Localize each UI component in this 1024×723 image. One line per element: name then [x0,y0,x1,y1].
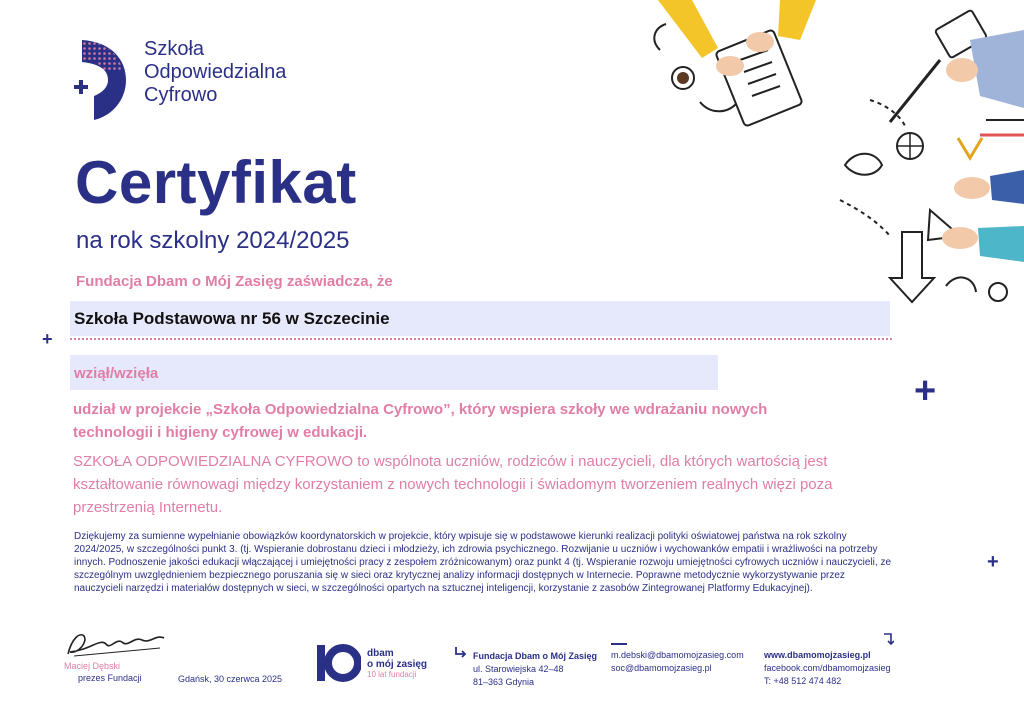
address-block [473,650,597,689]
logo-line-2: Odpowiedzialna [144,61,287,83]
place-date: Gdańsk, 30 czerwca 2025 [178,674,283,684]
role-field [70,355,718,390]
email-secondary[interactable]: soc@dbamomojzasieg.pl [611,663,712,673]
school-name: Szkoła Podstawowa nr 56 w Szczecinie [74,309,390,328]
plus-icon: + [42,329,53,349]
street: ul. Starowiejska 42–48 [473,664,564,674]
foundation-attests: Fundacja Dbam o Mój Zasięg zaświadcza, że [76,273,393,290]
plus-icon: + [987,551,999,573]
school-year-subtitle: na rok szkolny 2024/2025 [76,227,350,254]
brand-subtitle: 10 lat fundacji [367,670,417,679]
plus-icon: + [914,370,937,412]
role-text: wziął/wzięła [74,365,159,382]
foundation-logo-text [367,648,427,670]
brand-line-1: dbam [367,648,394,659]
signer-name: Maciej Dębski [64,661,121,671]
foundation-logo-mark [315,643,361,683]
program-logo-mark [72,36,128,122]
signer-role: prezes Fundacji [78,673,142,683]
program-description: SZKOŁA ODPOWIEDZIALNA CYFROWO to wspólnota uczniów, rodziców i nauczycieli, dla których wartością jest kształtowanie równowagi między korzystaniem z nowych technologii i świadomym tworzeniem realnych więzi poza przestrzenią Internetu. [73,453,833,516]
logo-line-3: Cyfrowo [144,84,218,106]
dotted-divider [70,338,892,340]
dash-decoration [611,643,627,645]
facebook-link[interactable]: facebook.com/dbamomojzasieg [764,663,891,673]
thanks-paragraph: Dziękujemy za sumienne wypełnianie obowiązków koordynatorskich w projekcie, który wpisuje się w podstawowe kierunki realizacji polityki oświatowej państwa na rok szkolny 2024/2025, w szczególności punkt 3. (tj. Wspieranie dobrostanu dzieci i młodzieży, ich zdrowia psychicznego. Rozwijanie u uczniów i wychowanków empatii i wrażliwości na potrzeby innych. Podnoszenie jakości edukacji włączającej i umiejętności pracy z zespołem zróżnicowanym) oraz punkt 4 (tj. Wspieranie rozwoju umiejętności cyfrowych uczniów i nauczycieli, ze szczególnym uwzględnieniem bezpiecznego poruszania się w sieci oraz krytycznej analizy informacji dostępnych w Internecie. Poprawne metodycznie wykorzystywanie przez nauczycieli narzędzi i materiałów dostępnych w sieci, w szczególności opartych na sztucznej inteligencji, korzystanie z zasobów Zintegrowanej Platformy Edukacyjnej). [74,531,892,594]
corner-arrow-icon [454,646,468,658]
program-logo [72,36,322,122]
school-name-field [70,301,890,336]
signature-icon [60,628,170,662]
hands-doodle-illustration [640,0,1024,330]
phone-number: T: +48 512 474 482 [764,676,842,686]
program-logo-text [144,38,286,107]
web-block [764,649,891,688]
website-link[interactable]: www.dbamomojzasieg.pl [764,650,871,660]
city: 81–363 Gdynia [473,677,535,687]
corner-arrow-icon [882,632,894,646]
logo-line-1: Szkoła [144,38,205,60]
email-block [611,649,744,675]
certificate-title: Certyfikat [75,149,357,216]
email-primary[interactable]: m.debski@dbamomojzasieg.com [611,650,744,660]
org-name: Fundacja Dbam o Mój Zasięg [473,651,598,661]
foundation-logo [315,643,445,683]
project-participation: udział w projekcie „Szkoła Odpowiedzialna Cyfrowo”, który wspiera szkoły we wdrażaniu nowych technologii i higieny cyfrowej w edukacji. [73,401,768,441]
brand-line-2: o mój zasięg [367,659,428,670]
